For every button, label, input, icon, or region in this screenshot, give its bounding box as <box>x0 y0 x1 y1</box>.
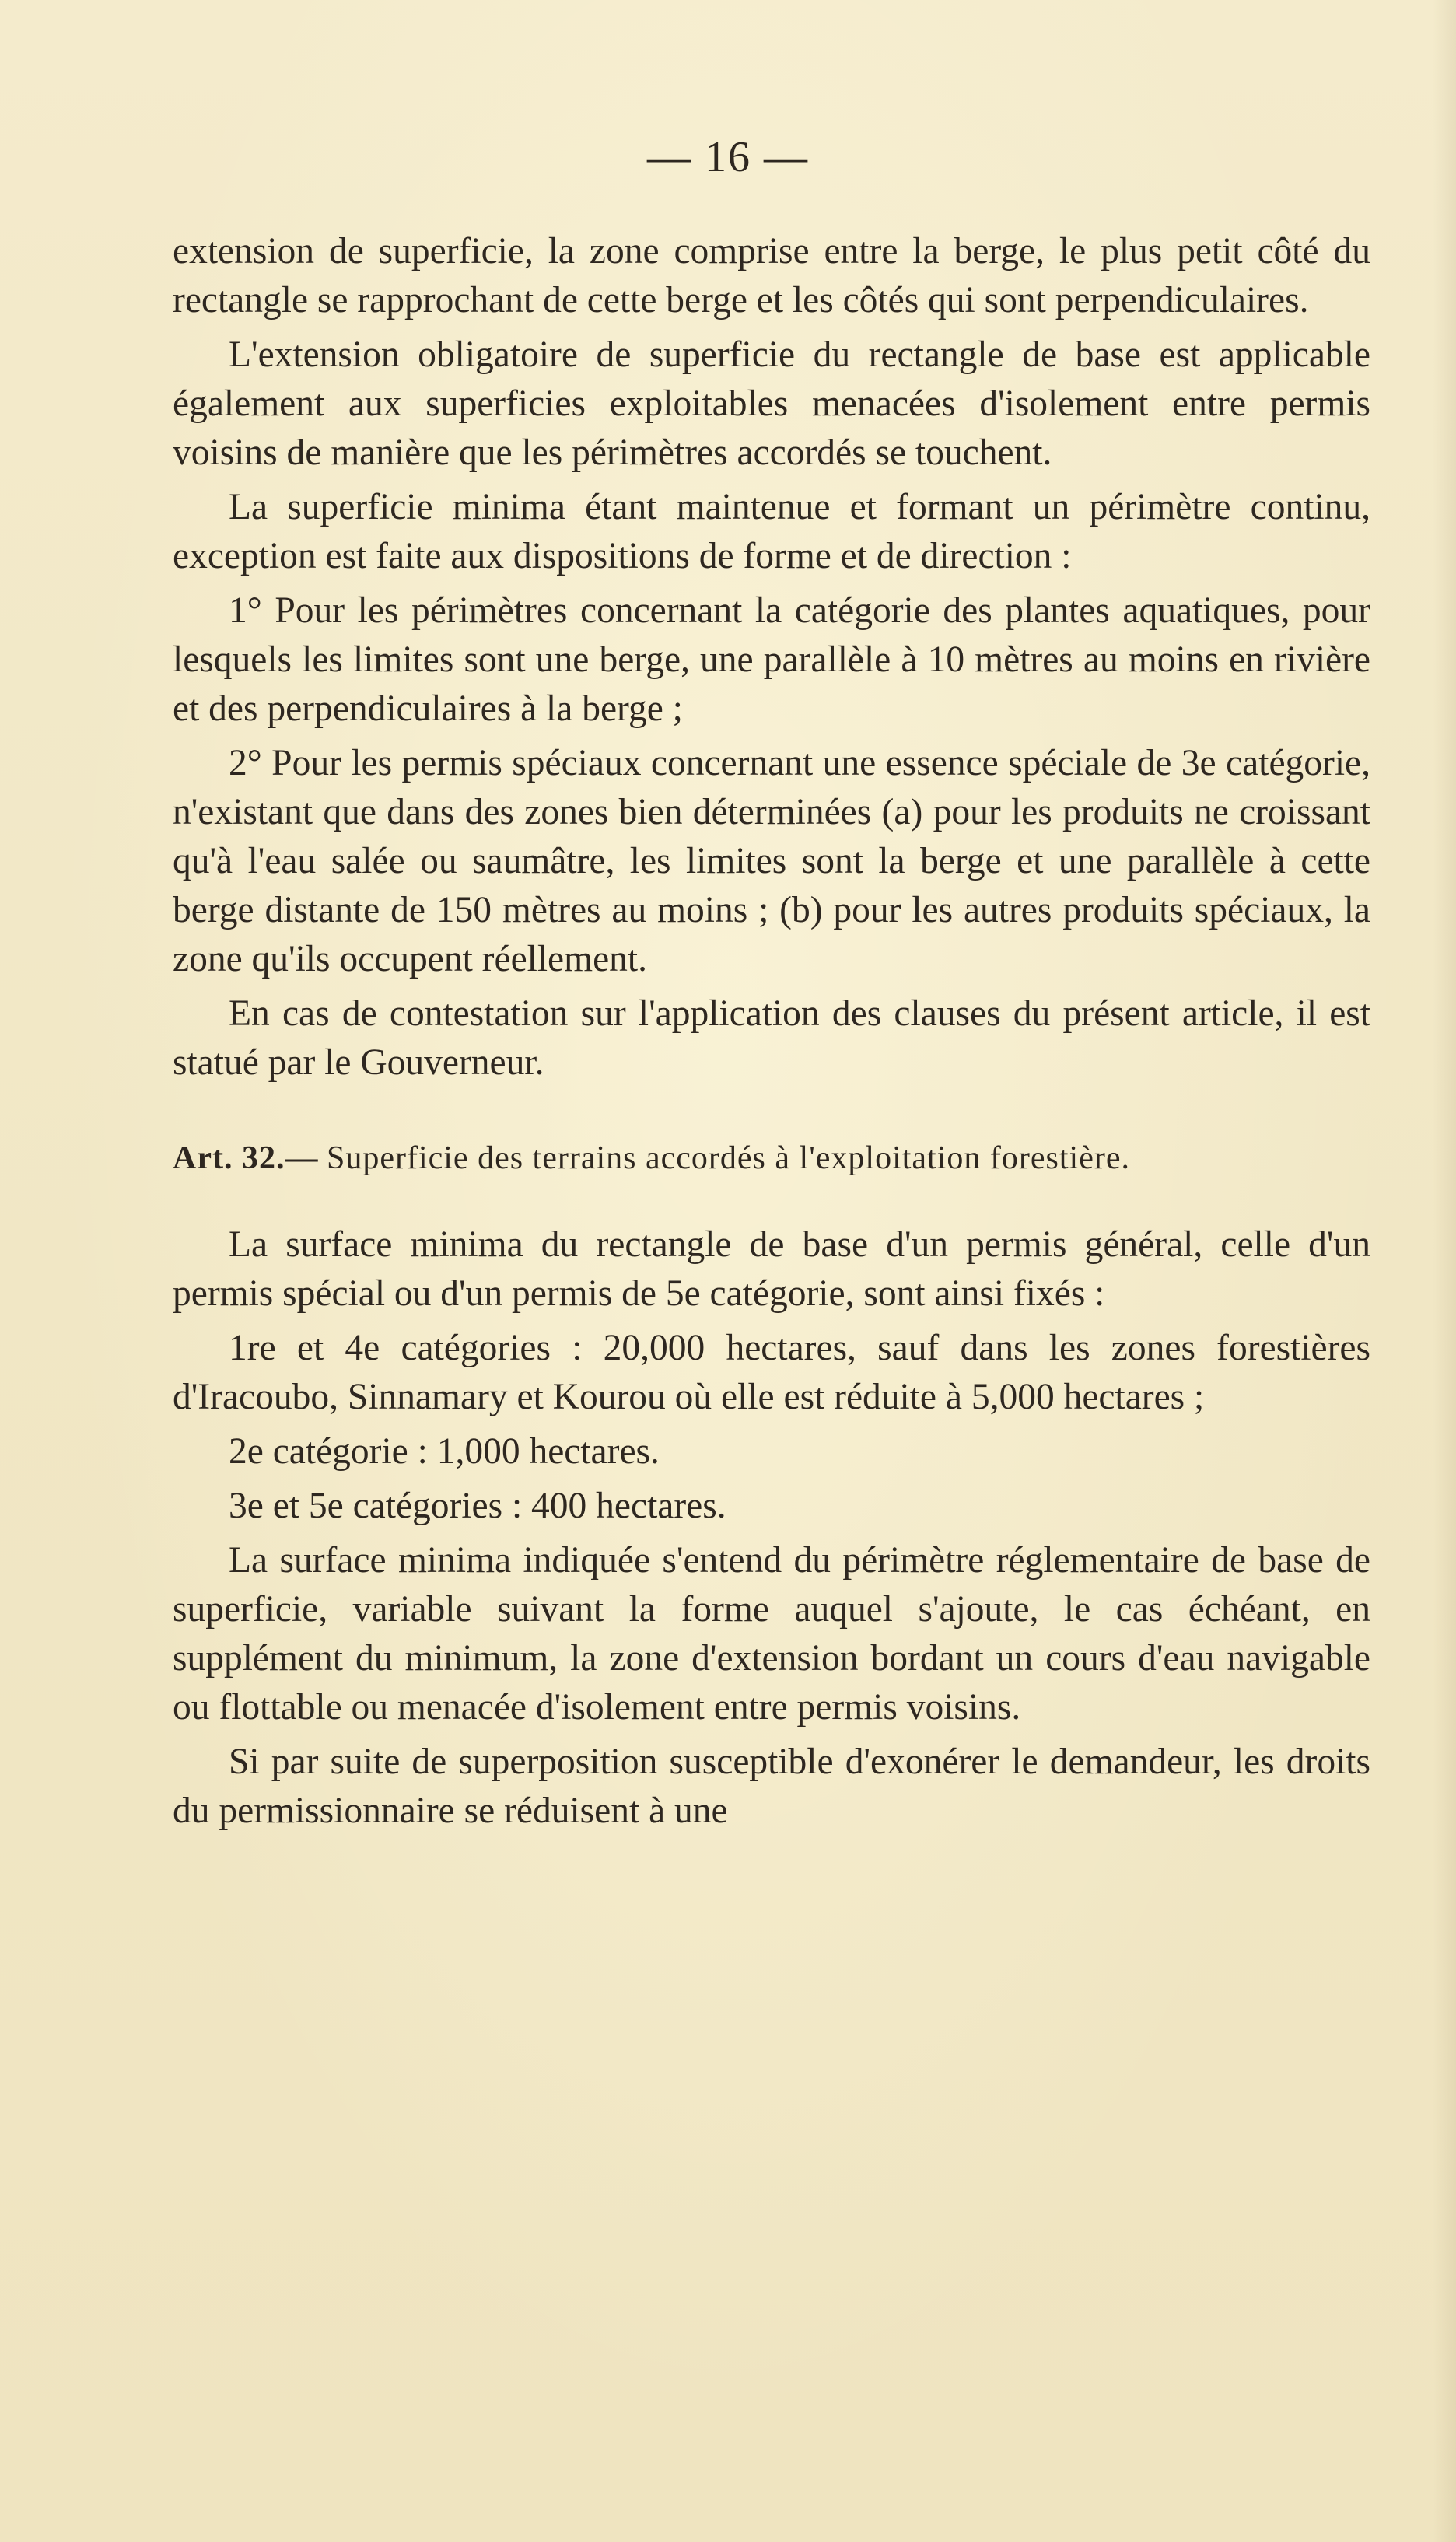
paragraph: L'extension obligatoire de superficie du rectangle de base est applicable également aux superficies exploitables menacées d'isolement entre permis voisins de manière que les périmètres accordés se touchent. <box>173 334 1370 473</box>
list-item: 3e et 5e catégories : 400 hectares. <box>229 1486 726 1526</box>
article-label: Art. 32.— <box>173 1140 319 1176</box>
article-title: Superficie des terrains accordés à l'exploitation forestière. <box>326 1140 1130 1176</box>
article-heading <box>173 1136 1370 1180</box>
paragraph: La surface minima du rectangle de base d'un permis général, celle d'un permis spécial ou d'un permis de 5e catégorie, sont ainsi fixés : <box>173 1224 1370 1314</box>
list-item: 2e catégorie : 1,000 hectares. <box>229 1431 660 1472</box>
paragraph: En cas de contestation sur l'application des clauses du présent article, il est statué par le Gouverneur. <box>173 993 1370 1083</box>
paragraph: Si par suite de superposition susceptible d'exonérer le demandeur, les droits du permissionnaire se réduisent à une <box>173 1742 1370 1831</box>
page-edge-shadow <box>1433 0 1456 2542</box>
list-item: 1re et 4e catégories : 20,000 hectares, sauf dans les zones forestières d'Iracoubo, Sinnamary et Kourou où elle est réduite à 5,000 hectares ; <box>173 1328 1370 1417</box>
list-item: 2° Pour les permis spéciaux concernant une essence spéciale de 3e catégorie, n'existant que dans des zones bien déterminées (a) pour les produits ne croissant qu'à l'eau salée ou saumâtre, les limites sont la berge et une parallèle à cette berge distante de 150 mètres au moins ; (b) pour les autres produits spéciaux, la zone qu'ils occupent réellement. <box>173 743 1370 979</box>
paragraph: La superficie minima étant maintenue et formant un périmètre continu, exception est faite aux dispositions de forme et de direction : <box>173 487 1370 576</box>
body-text <box>173 227 1370 1841</box>
page-number: — 16 — <box>647 133 809 181</box>
paragraph: La surface minima indiquée s'entend du périmètre réglementaire de base de superficie, variable suivant la forme auquel s'ajoute, le cas échéant, en supplément du minimum, la zone d'extension bordant un cours d'eau navigable ou flottable ou menacée d'isolement entre permis voisins. <box>173 1540 1370 1728</box>
list-item: 1° Pour les périmètres concernant la catégorie des plantes aquatiques, pour lesquels les limites sont une berge, une parallèle à 10 mètres au moins en rivière et des perpendiculaires à la berge ; <box>173 590 1370 729</box>
paragraph: extension de superficie, la zone comprise entre la berge, le plus petit côté du rectangle se rapprochant de cette berge et les côtés qui sont perpendiculaires. <box>173 231 1370 320</box>
